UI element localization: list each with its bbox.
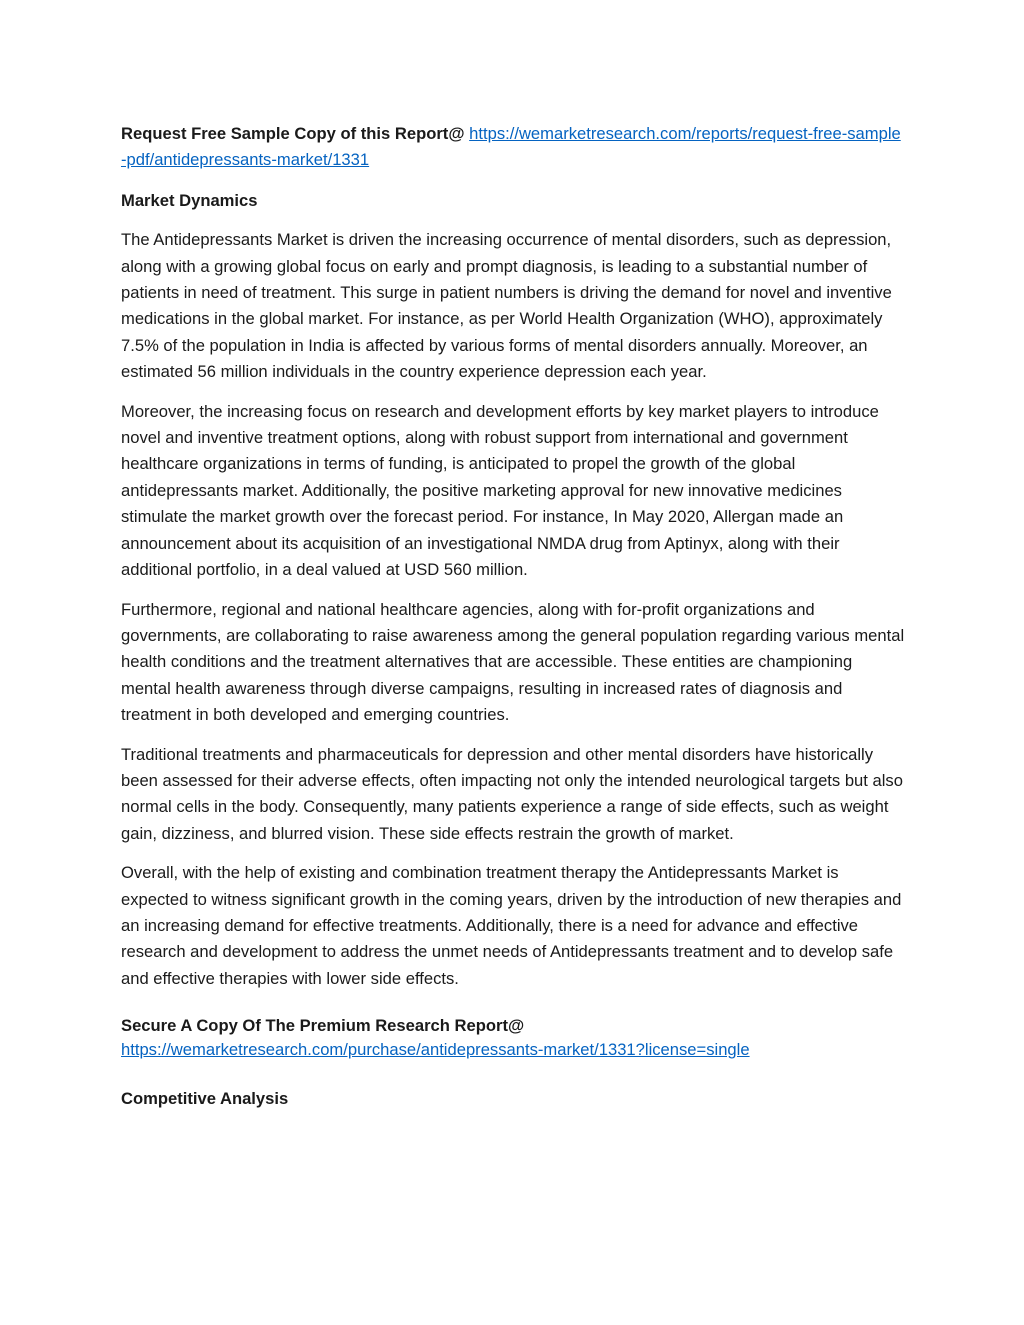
secure-copy-link[interactable]: https://wemarketresearch.com/purchase/antidepressants-market/1331?license=single	[121, 1040, 750, 1060]
document-page	[121, 121, 906, 1113]
secure-copy-label: Secure A Copy Of The Premium Research Report@	[121, 1016, 525, 1036]
request-sample-label: Request Free Sample Copy of this Report@	[121, 124, 465, 143]
request-sample-link[interactable]: https://wemarketresearch.com/reports/request-free-sample-pdf/antidepressants-market/1331	[121, 124, 901, 170]
competitive-analysis-heading: Competitive Analysis	[121, 1089, 289, 1109]
paragraph-1: The Antidepressants Market is driven the increasing occurrence of mental disorders, such as depression, along with a growing global focus on early and prompt diagnosis, is leading to a substantial number of patients in need of treatment. This surge in patient numbers is driving the demand for novel and inventive medications in the global market. For instance, as per World Health Organization (WHO), approximately 7.5% of the population in India is affected by various forms of mental disorders annually. Moreover, an estimated 56 million individuals in the country experience depression each year.	[121, 230, 892, 382]
paragraph-2: Moreover, the increasing focus on research and development efforts by key market players to introduce novel and inventive treatment options, along with robust support from international and government healthcare organizations in terms of funding, is anticipated to propel the growth of the global antidepressants market. Additionally, the positive marketing approval for new innovative medicines stimulate the market growth over the forecast period. For instance, In May 2020, Allergan made an announcement about its acquisition of an investigational NMDA drug from Aptinyx, along with their additional portfolio, in a deal valued at USD 560 million.	[121, 401, 879, 580]
secure-copy-block	[121, 1014, 906, 1062]
market-dynamics-heading: Market Dynamics	[121, 190, 258, 210]
paragraph-5: Overall, with the help of existing and combination treatment therapy the Antidepressants Market is expected to witness significant growth in the coming years, driven by the introduction of new therapies and an increasing demand for effective treatments. Additionally, there is a need for advance and effective research and development to address the unmet needs of Antidepressants treatment and to develop safe and effective therapies with lower side effects.	[121, 863, 902, 988]
paragraph-3: Furthermore, regional and national healthcare agencies, along with for-profit organizations and governments, are collaborating to raise awareness among the general population regarding various mental health conditions and the treatment alternatives that are accessible. These entities are championing mental health awareness through diverse campaigns, resulting in increased rates of diagnosis and treatment in both developed and emerging countries.	[121, 599, 905, 725]
request-sample-block	[121, 121, 906, 174]
paragraph-4: Traditional treatments and pharmaceuticals for depression and other mental disorders have historically been assessed for their adverse effects, often impacting not only the intended neurological targets but also normal cells in the body. Consequently, many patients experience a range of side effects, such as weight gain, dizziness, and blurred vision. These side effects restrain the growth of market.	[121, 744, 903, 843]
